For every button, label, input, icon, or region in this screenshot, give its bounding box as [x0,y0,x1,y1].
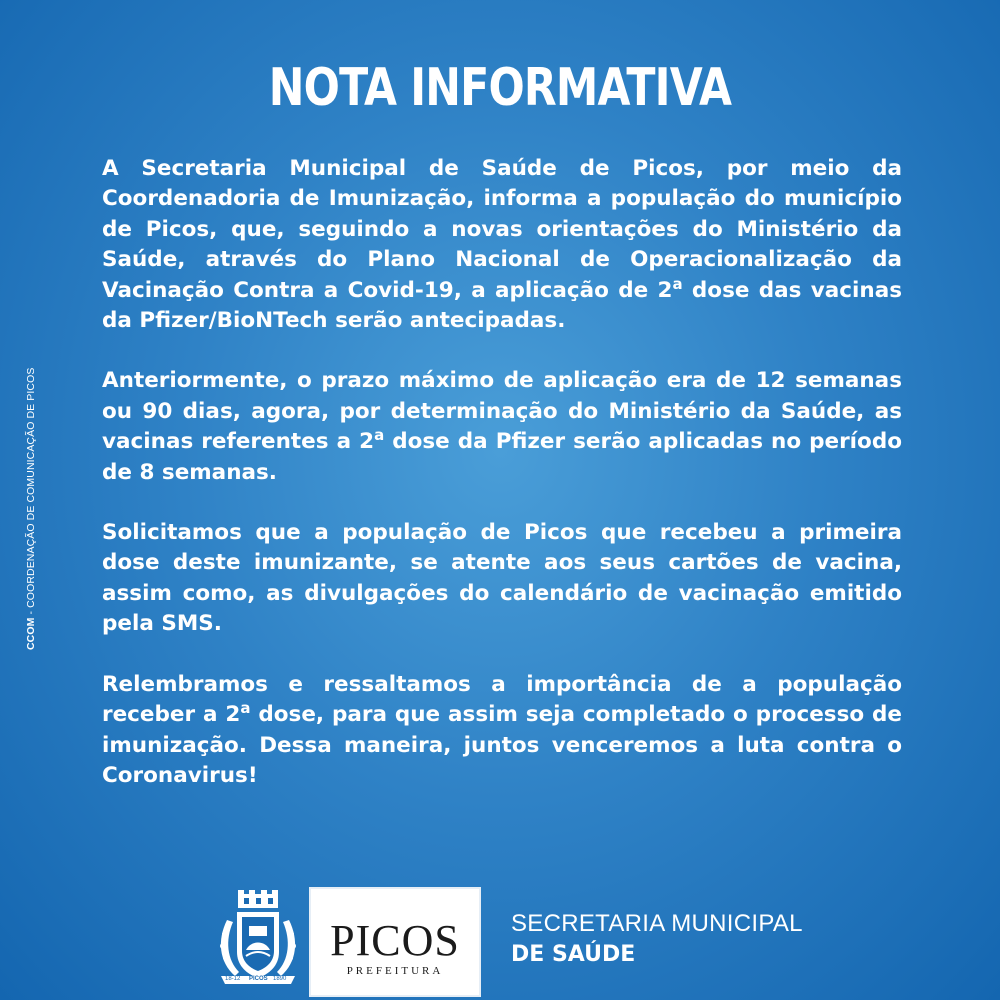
city-crest-icon [213,890,303,990]
logo-main-text: PICOS [330,916,460,965]
paragraph-4-text-a: Relembramos e ressaltamos a importância de a população receber a 2 [102,671,902,728]
secretaria-line-2: DE SAÚDE [511,942,636,967]
crest-left-year: 18-12 [225,976,241,982]
paragraph-4 [102,670,902,792]
page-title: NOTA INFORMATIVA [268,58,732,118]
side-credit [25,368,37,650]
crest-name: PICOS [249,976,268,982]
paragraph-2-text-a: Anteriormente, o prazo máximo de aplicação era de 12 semanas ou 90 dias, agora, por determinação do Ministério da Saúde, as vacinas referentes a 2 [102,368,902,455]
paragraph-3: Solicitamos que a população de Picos que recebeu a primeira dose deste imunizante, se atente aos seus cartões de vacina, assim como, as divulgações do calendário de vacinação emitido pela SMS. [102,520,902,637]
crest-right-year: 1890 [273,976,287,982]
secretaria-line-1: SECRETARIA MUNICIPAL [511,910,803,937]
paragraph-2-text-b: dose da Pfizer serão aplicadas no período de 8 semanas. [102,429,902,485]
ordinal-superscript: a [374,426,385,445]
prefeitura-logo [309,887,481,997]
logo-sub-text: PREFEITURA [346,965,444,977]
ordinal-superscript: a [240,698,251,717]
paragraph-4-text-b: dose, para que assim seja completado o processo de imunização. Dessa maneira, juntos venceremos a luta contra o Coronavirus! [102,702,902,788]
footer [0,880,1000,1000]
ordinal-superscript: a [672,274,683,293]
notice-body [102,154,902,821]
paragraph-1 [102,154,902,336]
paragraph-1-text-a: A Secretaria Municipal de Saúde de Picos, por meio da Coordenadoria de Imunização, informa a população do município de Picos, que, seguindo a novas orientações do Ministério da Saúde, através do Plano Nacional de Operacionalização da Vacinação Contra a Covid-19, a aplicação de 2 [102,156,902,303]
side-credit-text: - COORDENAÇÃO DE COMUNICAÇÃO DE PICOS [25,367,37,618]
paragraph-2 [102,366,902,488]
paragraph-1-text-b: dose das vacinas da Pfizer/BioNTech serão antecipadas. [102,277,902,334]
side-credit-acronym: CCOM [25,617,37,650]
